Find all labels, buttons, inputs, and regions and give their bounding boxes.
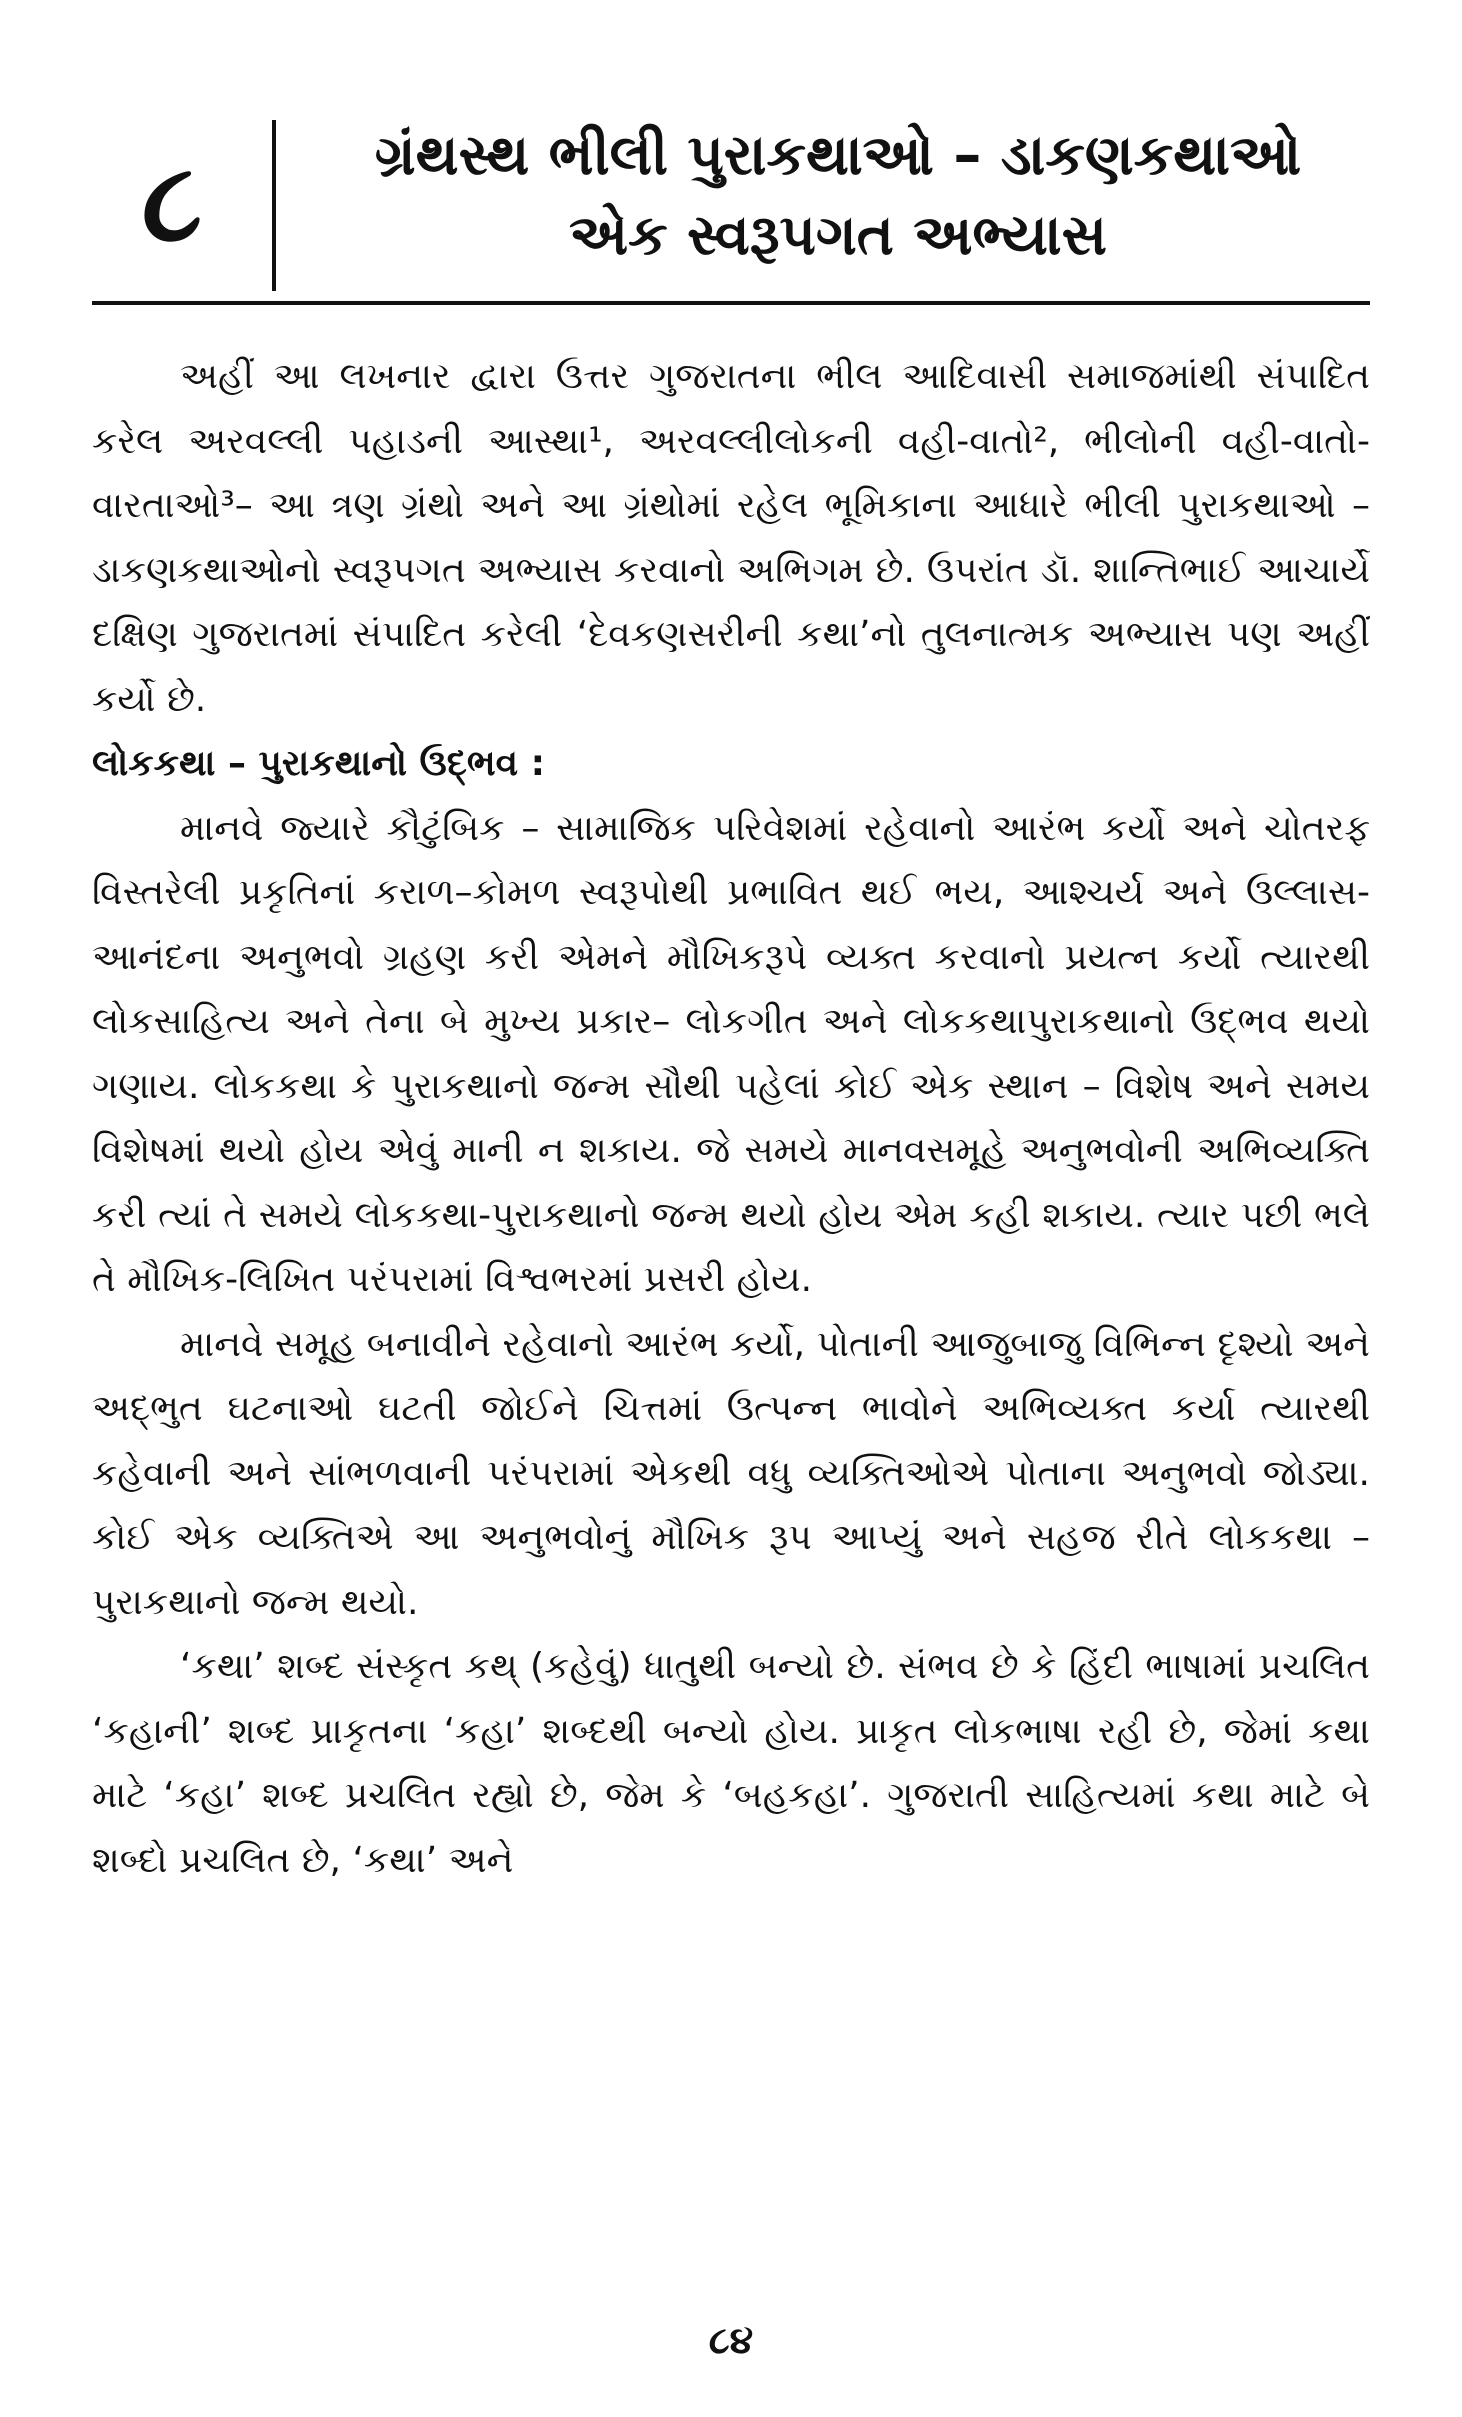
page-number: ૮૪ [708,2318,754,2362]
chapter-header [92,100,1370,305]
chapter-number: ૮ [141,138,203,266]
section-heading: લોકકથા – પુરાકથાનો ઉદ્ભવ : [92,743,546,784]
header-divider [272,120,276,291]
paragraph-3: માનવે સમૂહ બનાવીને રહેવાનો આરંભ કર્યો, પોતાની આજુબાજુ વિભિન્ન દૃશ્યો અને અદ્ભુત ઘટનાઓ ઘટતી જોઈને ચિત્તમાં ઉત્પન્ન ભાવોને અભિવ્યક્ત કર્યા ત્યારથી કહેવાની અને સાંભળવાની પરંપરામાં એકથી વધુ વ્યક્તિઓએ પોતાના અનુભવો જોડ્યા. કોઈ એક વ્યક્તિએ આ અનુભવોનું મૌખિક રૂપ આપ્યું અને સહજ રીતે લોકકથા – પુરાકથાનો જન્મ થયો. [92,1323,1370,1623]
paragraph-4: ‘કથા’ શબ્દ સંસ્કૃત કથ્ (કહેવું) ધાતુથી બન્યો છે. સંભવ છે કે હિંદી ભાષામાં પ્રચલિત ‘કહાની’ શબ્દ પ્રાકૃતના ‘કહા’ શબ્દથી બન્યો હોય. પ્રાકૃત લોકભાષા રહી છે, જેમાં કથા માટે ‘કહા’ શબ્દ પ્રચલિત રહ્યો છે, જેમ કે ‘બહકહા’. ગુજરાતી સાહિત્યમાં કથા માટે બે શબ્દો પ્રચલિત છે, ‘કથા’ અને [92,1646,1370,1881]
chapter-title-line-1: ગ્રંથસ્થ ભીલી પુરાકથાઓ – ડાકણકથાઓ [374,122,1302,188]
paragraph-2: માનવે જ્યારે કૌટુંબિક – સામાજિક પરિવેશમાં રહેવાનો આરંભ કર્યો અને ચોતરફ વિસ્તરેલી પ્રકૃતિનાં કરાળ–કોમળ સ્વરૂપોથી પ્રભાવિત થઈ ભય, આશ્ચર્ય અને ઉલ્લાસ-આનંદના અનુભવો ગ્રહણ કરી એમને મૌખિકરૂપે વ્યક્ત કરવાનો પ્રયત્ન કર્યો ત્યારથી લોકસાહિત્ય અને તેના બે મુખ્ય પ્રકાર– લોકગીત અને લોકકથાપુરાકથાનો ઉદ્ભવ થયો ગણાય. લોકકથા કે પુરાકથાનો જન્મ સૌથી પહેલાં કોઈ એક સ્થાન – વિશેષ અને સમય વિશેષમાં થયો હોય એવું માની ન શકાય. જે સમયે માનવસમૂહે અનુભવોની અભિવ્યક્તિ કરી ત્યાં તે સમયે લોકકથા-પુરાકથાનો જન્મ થયો હોય એમ કહી શકાય. ત્યાર પછી ભલે તે મૌખિક-લિખિત પરંપરામાં વિશ્વભરમાં પ્રસરી હોય. [92,807,1370,1300]
paragraph-1: અહીં આ લખનાર દ્વારા ઉત્તર ગુજરાતના ભીલ આદિવાસી સમાજમાંથી સંપાદિત કરેલ અરવલ્લી પહાડની આસ્થા¹, અરવલ્લીલોકની વહી-વાતો², ભીલોની વહી-વાતો-વારતાઓ³– આ ત્રણ ગ્રંથો અને આ ગ્રંથોમાં રહેલ ભૂમિકાના આધારે ભીલી પુરાકથાઓ – ડાકણકથાઓનો સ્વરૂપગત અભ્યાસ કરવાનો અભિગમ છે. ઉપરાંત ડૉ. શાન્તિભાઈ આચાર્યે દક્ષિણ ગુજરાતમાં સંપાદિત કરેલી ‘દેવકણસરીની કથા’નો તુલનાત્મક અભ્યાસ પણ અહીં કર્યો છે. [92,356,1370,720]
chapter-title [306,100,1370,301]
page-content [92,345,1370,1893]
chapter-title-line-2: એક સ્વરૂપગત અભ્યાસ [569,202,1107,268]
